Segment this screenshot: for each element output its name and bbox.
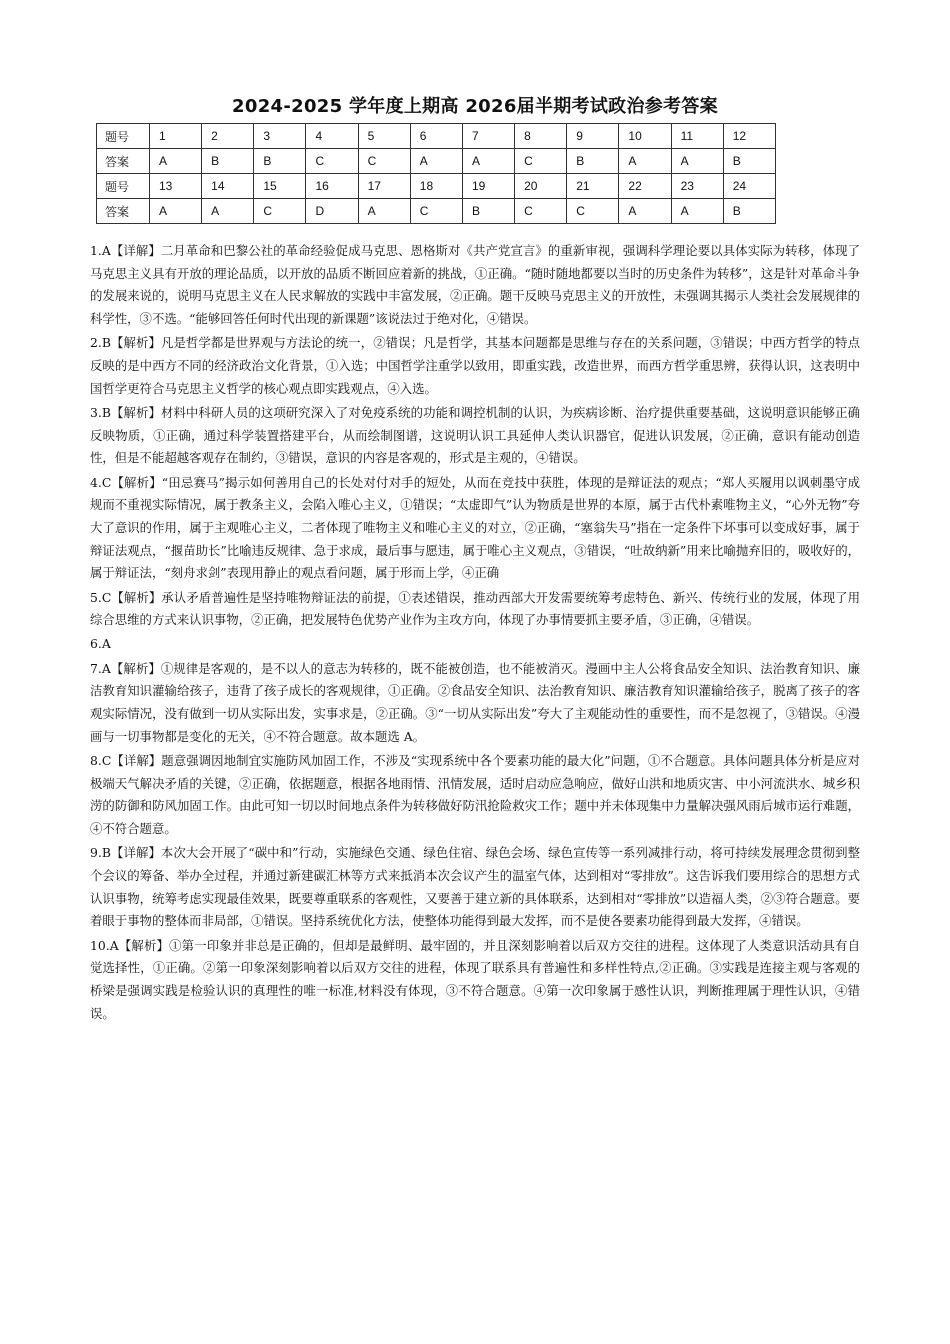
table-cell: C — [358, 149, 410, 174]
table-cell: 8 — [515, 124, 567, 149]
table-cell: 3 — [254, 124, 306, 149]
table-cell: A — [619, 199, 671, 224]
row-label: 题号 — [97, 174, 150, 199]
table-cell: 14 — [202, 174, 254, 199]
table-cell: 12 — [723, 124, 775, 149]
table-cell: 9 — [567, 124, 619, 149]
table-cell: A — [358, 199, 410, 224]
explanation-1: 1.A【详解】二月革命和巴黎公社的革命经验促成马克思、恩格斯对《共产党宣言》的重新审视，强调科学理论要以具体实际为转移，体现了马克思主义具有开放的理论品质，以开放的品质不断回应着新的挑战，①正确。“随时随地都要以当时的历史条件为转移”，这是针对革命斗争的发展来说的，说明马克思主义在人民求解放的实践中丰富发展，②正确。题干反映马克思主义的开放性，未强调其揭示人类社会发展规律的科学性，③不选。“能够回答任何时代出现的新课题”该说法过于绝对化，④错误。 — [90, 243, 860, 327]
table-cell: 5 — [358, 124, 410, 149]
table-cell: A — [462, 149, 514, 174]
explanation-5: 5.C【解析】承认矛盾普遍性是坚持唯物辩证法的前提，①表述错误，推动西部大开发需要统筹考虑特色、新兴、传统行业的发展，体现了用综合思维的方式来认识事物，②正确，把发展特色优势产业作为主攻方向，体现了办事情要抓主要矛盾，③正确，④错误。 — [90, 589, 860, 628]
table-cell: A — [150, 149, 202, 174]
table-cell: A — [410, 149, 462, 174]
table-cell: C — [306, 149, 358, 174]
table-row — [97, 199, 776, 224]
table-cell: 18 — [410, 174, 462, 199]
table-cell: 16 — [306, 174, 358, 199]
table-cell: A — [150, 199, 202, 224]
table-cell: A — [671, 149, 723, 174]
table-cell: B — [567, 149, 619, 174]
table-cell: C — [567, 199, 619, 224]
explanation-6: 6.A — [90, 636, 111, 652]
table-cell: C — [254, 199, 306, 224]
table-cell: B — [254, 149, 306, 174]
row-label: 答案 — [97, 149, 150, 174]
row-label: 答案 — [97, 199, 150, 224]
table-cell: 23 — [671, 174, 723, 199]
table-cell: 11 — [671, 124, 723, 149]
explanation-10: 10.A【解析】①第一印象并非总是正确的，但却是最鲜明、最牢固的，并且深刻影响着以后双方交往的进程。这体现了人类意识活动具有自觉选择性，①正确。②第一印象深刻影响着以后双方交往的进程，体现了联系具有普遍性和多样性特点,②正确。③实践是连接主观与客观的桥梁是强调实践是检验认识的真理性的唯一标准,材料没有体现，③不符合题意。④第一次印象属于感性认识，判断推理属于理性认识，④错误。 — [90, 937, 860, 1021]
row-label: 题号 — [97, 124, 150, 149]
table-cell: 22 — [619, 174, 671, 199]
table-cell: 17 — [358, 174, 410, 199]
table-cell: 21 — [567, 174, 619, 199]
table-cell: 20 — [515, 174, 567, 199]
table-row — [97, 149, 776, 174]
page-title: 2024-2025 学年度上期高 2026届半期考试政治参考答案 — [232, 96, 718, 117]
explanations — [90, 240, 860, 1027]
explanation-9: 9.B【详解】本次大会开展了“碳中和”行动，实施绿色交通、绿色住宿、绿色会场、绿色宣传等一系列减排行动，将可持续发展理念贯彻到整个会议的筹备、举办全过程，并通过新建碳汇林等方式来抵消本次会议产生的温室气体，达到相对“零排放”。这告诉我们要用综合的思想方式认识事物，统筹考虑实现最佳效果，既要尊重联系的客观性，又要善于建立新的具体联系，达到相对“零排放”以造福人类，②③符合题意。要着眼于事物的整体而非局部，①错误。坚持系统优化方法，使整体功能得到最大发挥，而不是使各要素功能得到最大发挥，④错误。 — [90, 845, 860, 929]
table-cell: B — [723, 149, 775, 174]
table-cell: C — [515, 149, 567, 174]
explanation-2: 2.B【解析】凡是哲学都是世界观与方法论的统一，②错误；凡是哲学，其基本问题都是思维与存在的关系问题，③错误；中西方哲学的特点反映的是中西方不同的经济政治文化背景，①入选；中国哲学注重学以致用，即重实践，改造世界，而西方哲学重思辨，获得认识，这表明中国哲学更符合马克思主义哲学的核心观点即实践观点，④入选。 — [90, 335, 860, 396]
table-row — [97, 124, 776, 149]
table-cell: 24 — [723, 174, 775, 199]
table-cell: 4 — [306, 124, 358, 149]
table-cell: B — [202, 149, 254, 174]
table-cell: 6 — [410, 124, 462, 149]
explanation-8: 8.C【详解】题意强调因地制宜实施防风加固工作，不涉及“实现系统中各个要素功能的最大化”问题，①不合题意。具体问题具体分析是应对极端天气解决矛盾的关键，②正确，依据题意，根据各地雨情、汛情发展，适时启动应急响应，做好山洪和地质灾害、中小河流洪水、城乡积涝的防御和防风加固工作。由此可知一切以时间地点条件为转移做好防汛抢险救灾工作；题中并未体现集中力量解决强风雨后城市运行难题，④不符合题意。 — [90, 752, 860, 837]
table-cell: C — [515, 199, 567, 224]
explanation-7: 7.A【解析】①规律是客观的，是不以人的意志为转移的，既不能被创造，也不能被消灭。漫画中主人公将食品安全知识、法治教育知识、廉洁教育知识灌输给孩子，违背了孩子成长的客观规律，①正确。②食品安全知识、法治教育知识、廉洁教育知识灌输给孩子，脱离了孩子的客观实际情况，没有做到一切从实际出发，实事求是，②正确。③“一切从实际出发”夸大了主观能动性的重要性，而不是忽视了，③错误。④漫画与一切事物都是变化的无关，④不符合题意。故本题选 A。 — [90, 660, 860, 744]
table-cell: 15 — [254, 174, 306, 199]
table-cell: 13 — [150, 174, 202, 199]
table-cell: 19 — [462, 174, 514, 199]
table-cell: B — [723, 199, 775, 224]
table-cell: A — [202, 199, 254, 224]
table-cell: 2 — [202, 124, 254, 149]
answer-table — [96, 123, 776, 224]
table-cell: D — [306, 199, 358, 224]
table-cell: 10 — [619, 124, 671, 149]
table-row — [97, 174, 776, 199]
explanation-3: 3.B【解析】材料中科研人员的这项研究深入了对免疫系统的功能和调控机制的认识，为疾病诊断、治疗提供重要基础，这说明意识能够正确反映物质，①正确，通过科学装置搭建平台，从而绘制图谱，这说明认识工具延伸人类认识器官，促进认识发展，②正确，意识有能动创造性，但是不能超越客观存在制约，③错误，意识的内容是客观的，形式是主观的，④错误。 — [90, 404, 860, 466]
explanation-4: 4.C【解析】“田忌赛马”揭示如何善用自己的长处对付对手的短处，从而在竞技中获胜，体现的是辩证法的观点；“郑人买履用以讽刺墨守成规而不重视实际情况，属于教条主义，会陷入唯心主义，①错误；“太虚即气”认为物质是世界的本原，属于古代朴素唯物主义，“心外无物”夸大了意识的作用，属于主观唯心主义，二者体现了唯物主义和唯心主义的对立，②正确，“塞翁失马”指在一定条件下坏事可以变成好事，属于辩证法观点，“揠苗助长”比喻违反规律、急于求成，最后事与愿违，属于唯心主义观点，③错误，“吐故纳新”用来比喻抛弃旧的，吸收好的，属于辩证法，“刻舟求剑”表现用静止的观点看问题，属于形而上学，④正确 — [90, 474, 860, 581]
table-cell: A — [671, 199, 723, 224]
table-cell: 1 — [150, 124, 202, 149]
table-cell: A — [619, 149, 671, 174]
table-cell: C — [410, 199, 462, 224]
table-cell: B — [462, 199, 514, 224]
table-cell: 7 — [462, 124, 514, 149]
